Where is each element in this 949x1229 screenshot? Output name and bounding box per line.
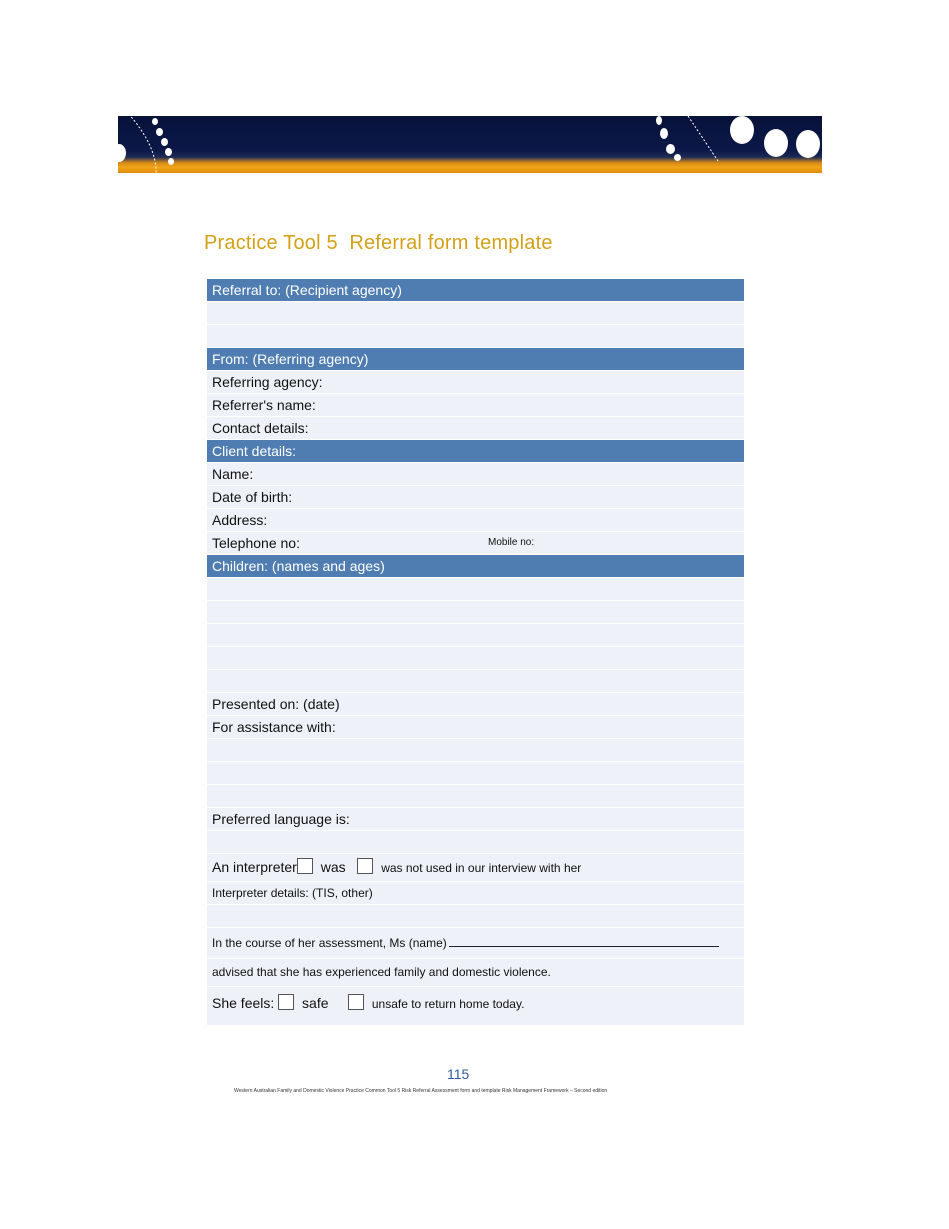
name-field[interactable] (207, 463, 744, 486)
section-header-from: From: (Referring agency) (207, 348, 744, 371)
blank-field-row[interactable] (207, 905, 744, 928)
feels-label: She feels: (212, 995, 275, 1011)
interpreter-was-checkbox[interactable] (297, 858, 313, 874)
blank-field-row[interactable] (207, 601, 744, 624)
banner-decoration (118, 116, 822, 173)
blank-field-row[interactable] (207, 831, 744, 854)
address-field[interactable] (207, 509, 744, 532)
interpreter-label: An interpreter (212, 859, 297, 875)
referrer-name-field[interactable] (207, 394, 744, 417)
page-number: 115 (447, 1066, 470, 1082)
field-label: Contact details: (212, 420, 309, 436)
interpreter-was-not-checkbox[interactable] (357, 858, 373, 874)
referring-agency-field[interactable] (207, 371, 744, 394)
section-header-client: Client details: (207, 440, 744, 463)
field-label: Address: (212, 512, 268, 528)
telephone-field[interactable] (207, 532, 744, 555)
page-footer: Western Australian Family and Domestic Violence Practice Common Tool 5 Risk Referral Assessment form and template Risk Management Framework – Second edition (234, 1088, 608, 1094)
section-header-referral-to: Referral to: (Recipient agency) (207, 279, 744, 302)
field-label: Presented on: (date) (212, 696, 340, 712)
dob-field[interactable] (207, 486, 744, 509)
field-label: Date of birth: (212, 489, 293, 505)
referral-form (207, 279, 744, 1026)
blank-field-row[interactable] (207, 578, 744, 601)
assessment-name-row[interactable] (207, 928, 744, 959)
preferred-language-field[interactable] (207, 808, 744, 831)
presented-on-field[interactable] (207, 693, 744, 716)
blank-field-row[interactable] (207, 325, 744, 348)
blank-field-row[interactable] (207, 785, 744, 808)
interpreter-was-not-label: was not used in our interview with her (381, 861, 582, 875)
feels-unsafe-label: unsafe to return home today. (371, 997, 525, 1011)
field-label: Referring agency: (212, 374, 323, 390)
assessment-advised-text: advised that she has experienced family and domestic violence. (212, 965, 551, 979)
feels-unsafe-checkbox[interactable] (348, 994, 364, 1010)
section-header-children: Children: (names and ages) (207, 555, 744, 578)
field-label: For assistance with: (212, 719, 336, 735)
field-label: Interpreter details: (TIS, other) (212, 886, 373, 900)
assessment-advised-row (207, 959, 744, 987)
field-label: Preferred language is: (212, 811, 350, 827)
blank-field-row[interactable] (207, 762, 744, 785)
blank-field-row[interactable] (207, 302, 744, 325)
contact-details-field[interactable] (207, 417, 744, 440)
interpreter-details-field[interactable] (207, 882, 744, 905)
interpreter-was-label: was (320, 859, 346, 875)
assessment-label: In the course of her assessment, Ms (name) (212, 936, 447, 950)
header-banner (118, 116, 822, 173)
page-title: Practice Tool 5 Referral form template (204, 232, 553, 254)
feels-row (207, 987, 744, 1026)
feels-safe-checkbox[interactable] (278, 994, 294, 1010)
blank-field-row[interactable] (207, 739, 744, 762)
field-label: Referrer's name: (212, 397, 316, 413)
name-underline (449, 934, 719, 947)
blank-field-row[interactable] (207, 670, 744, 693)
field-label: Name: (212, 466, 254, 482)
blank-field-row[interactable] (207, 624, 744, 647)
mobile-label: Mobile no: (488, 537, 535, 548)
blank-field-row[interactable] (207, 647, 744, 670)
feels-safe-label: safe (302, 995, 329, 1011)
field-label: Telephone no: (212, 535, 300, 551)
interpreter-row (207, 854, 744, 882)
assistance-field[interactable] (207, 716, 744, 739)
